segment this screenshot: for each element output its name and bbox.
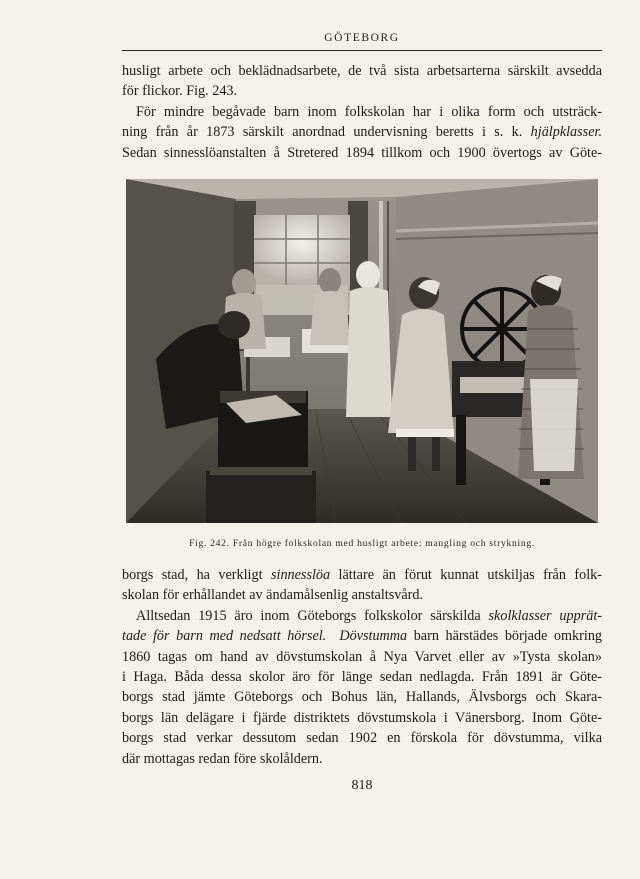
photo-illustration: [126, 179, 598, 523]
text-line: [122, 626, 602, 646]
text-line: [122, 606, 602, 626]
text-line: husligt arbete och beklädnadsarbete, de två sista arbetsarterna särskilt avsedda: [122, 63, 602, 79]
text-line: Sedan sinnesslöanstalten å Stretered 1894 tillkom och 1900 övertogs av Göte-: [122, 144, 602, 161]
text-fragment: barn härstädes började omkring: [407, 628, 603, 645]
text-line: För mindre begåvade barn inom folkskolan har i olika form och utsträck-: [136, 103, 602, 120]
text-fragment: borgs stad, ha verkligt: [122, 567, 271, 583]
emphasis-skolklasser: skolklasser upprät-: [488, 607, 602, 624]
text-line: [122, 565, 602, 585]
emphasis-sinnesslöa: sinnesslöa: [270, 567, 331, 583]
running-title: GÖTEBORG: [324, 32, 400, 44]
top-text-block: [122, 61, 602, 163]
photograph-ironing-room: [126, 179, 598, 523]
emphasis-dovstumma: Dövstumma: [339, 628, 408, 645]
text-line: 1860 tagas om hand av dövstumskolan å Nya Varvet eller av »Tysta skolan»: [122, 648, 602, 665]
text-fragment: lättare än förut kunnat utskiljas från folk-: [330, 567, 602, 583]
text-fragment: Alltsedan 1915 äro inom Göteborgs folkskolor särskilda: [136, 607, 489, 624]
emphasis-hjalpklasser: hjälpklasser.: [530, 124, 602, 141]
figure-caption: Fig. 242. Från högre folkskolan med husligt arbete: mangling och strykning.: [189, 538, 535, 549]
page-number: 818: [351, 778, 373, 793]
bottom-text-block: [122, 565, 602, 769]
emphasis-nedsatt-horsel: tade för barn med nedsatt hörsel.: [122, 628, 327, 645]
text-line: borgs stad jämte Göteborgs och Bohus län, Hallands, Älvsborgs och Skara-: [122, 689, 602, 706]
header-rule: [122, 50, 602, 51]
text-line: borgs stad verkar dessutom sedan 1902 en förskola för dövstumma, vilka: [122, 730, 602, 747]
text-line: [122, 122, 602, 142]
text-line: skolan för erhållandet av ändamålsenlig anstaltsvård.: [122, 587, 423, 604]
text-line: för flickor. Fig. 243.: [122, 83, 238, 100]
text-line: där mottagas redan före skolåldern.: [122, 750, 323, 767]
text-line: i Haga. Båda dessa skolor äro för länge sedan nedlagda. Från 1891 är Göte-: [122, 669, 602, 686]
text-fragment: ning från år 1873 särskilt anordnad undervisning beretts i s. k.: [122, 124, 531, 141]
text-line: borgs län delägare i fjärde distriktets dövstumskola i Vänersborg. Inom Göte-: [122, 709, 602, 726]
